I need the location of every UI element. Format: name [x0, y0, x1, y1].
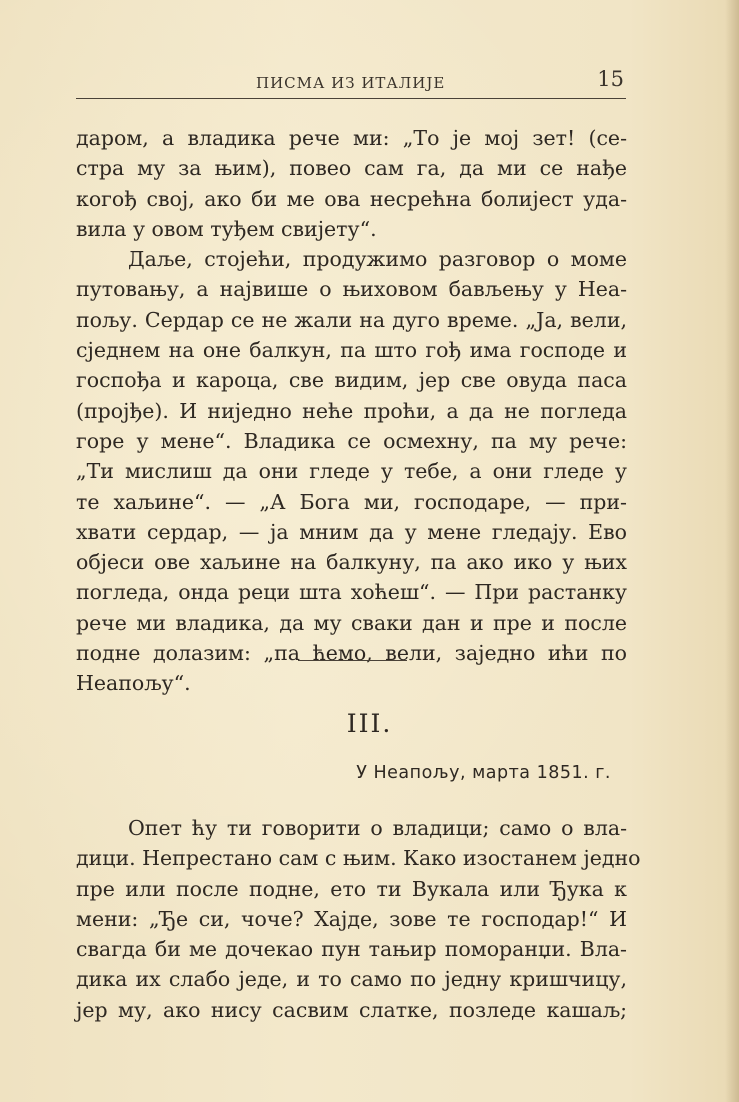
text-line: Даље, стојећи, продужимо разговор о моме	[128, 247, 627, 272]
text-line: те хаљине“. — „А Бога ми, господаре, — при-	[76, 489, 627, 514]
text-line: горе у мене“. Владика се осмехну, па му рече:	[76, 428, 627, 453]
running-title: ПИСМА ИЗ ИТАЛИЈЕ	[256, 74, 446, 92]
text-line: когођ свој, ако би ме ова несрећна болијест уда-	[76, 186, 627, 211]
page-number: 15	[597, 67, 624, 91]
text-line: мени: „Ђе си, чоче? Хајде, зове те господар!“ И	[76, 906, 627, 931]
text-line: дика их слабо једе, и то само по једну кришчицу,	[76, 967, 627, 992]
text-line: „Ти мислиш да они гледе у тебе, а они гледе у	[76, 459, 627, 484]
text-line: Опет ћу ти говорити о владици; само о вла-	[128, 816, 627, 840]
text-line: пољу. Сердар се не жали на дуго време. „Ја, вели,	[76, 307, 627, 332]
text-line: погледа, онда реци шта хоћеш“. — При растанку	[76, 580, 627, 605]
paragraph-block-letter-continuation	[76, 123, 627, 699]
text-line: јер му, ако нису сасвим слатке, позледе кашаљ;	[76, 997, 627, 1022]
text-line: свагда би ме дочекао пун тањир поморанџи. Вла-	[76, 937, 627, 962]
text-line: сједнем на оне балкун, па што гођ има господе и	[76, 338, 627, 363]
text-line: хвати сердар, — ја мним да у мене гледају. Ево	[76, 519, 627, 544]
text-line: објеси ове хаљине на балкуну, па ако ико у њих	[76, 550, 627, 575]
paragraph-block-letter-three	[76, 813, 641, 1025]
page-edge-shadow	[725, 0, 739, 1102]
text-line: подне долазим: „па ћемо, вели, заједно ићи по	[76, 641, 627, 666]
text-line: Неапољу“.	[76, 671, 191, 696]
text-line: путовању, а највише о њиховом бављењу у Неа-	[76, 277, 627, 302]
text-line: вила у овом туђем свијету“.	[76, 216, 377, 241]
chapter-number: III.	[346, 709, 393, 738]
text-line: госпођа и кароца, све видим, јер све овуда паса	[76, 368, 627, 393]
section-separator-rule	[298, 660, 407, 661]
text-line: пре или после подне, ето ти Вукала или Ђука к	[76, 876, 627, 901]
text-line: даром, а владика рече ми: „То је мој зет! (се-	[76, 126, 627, 150]
text-line: (пројђе). И ниједно неће проћи, а да не погледа	[76, 398, 627, 423]
text-line: стра му за њим), повео сам га, да ми се нађе	[76, 156, 627, 181]
letter-dateline: У Неапољу, марта 1851. г.	[356, 763, 611, 783]
page-header	[76, 64, 626, 99]
text-line: рече ми владика, да му сваки дан и пре и после	[76, 610, 627, 635]
text-line: дици. Непрестано сам с њим. Како изостанем једно	[76, 846, 641, 871]
